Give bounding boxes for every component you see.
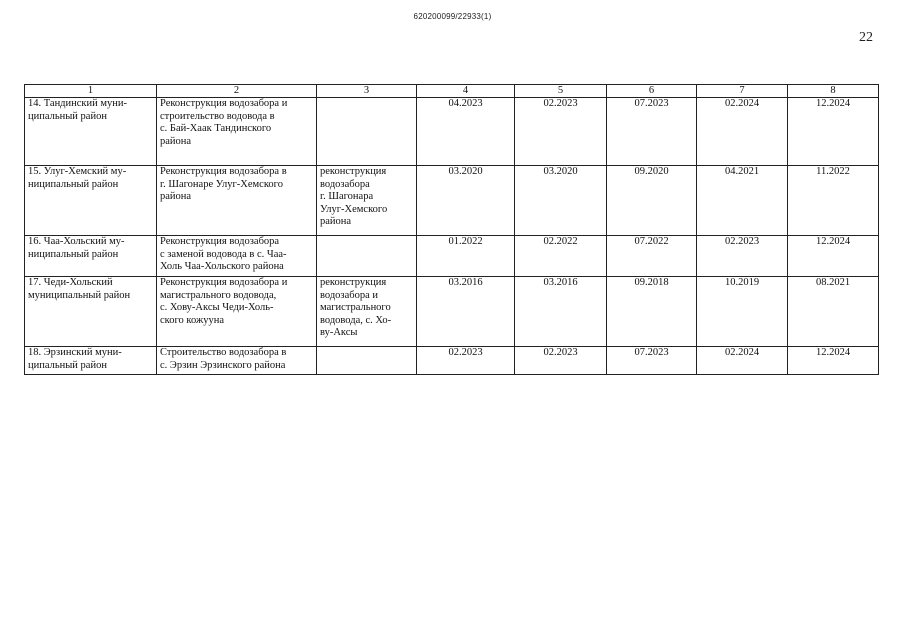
header-cell: 4 (417, 85, 515, 98)
date-cell (788, 277, 879, 347)
cell-text: 15. Улуг-Хемский му- ниципальный район (28, 166, 127, 190)
cell-text: 10.2019 (724, 277, 760, 288)
cell-text: 18. Эрзинский муни- ципальный район (28, 347, 122, 371)
header-cell: 6 (607, 85, 697, 98)
text-cell (317, 98, 417, 166)
table-row (25, 166, 879, 236)
date-cell (697, 166, 788, 236)
table-row (25, 277, 879, 347)
cell-text: 09.2018 (634, 277, 669, 288)
date-cell (697, 98, 788, 166)
cell-text: 02.2023 (448, 347, 483, 358)
text-cell (317, 277, 417, 347)
table-row (25, 236, 879, 277)
cell-text: 01.2022 (448, 236, 483, 247)
cell-text: реконструкция водозабора и магистрального водовода, с. Хо- ву-Аксы (320, 277, 392, 338)
header-cell: 7 (697, 85, 788, 98)
date-cell (607, 277, 697, 347)
cell-text: 12.2024 (815, 98, 851, 109)
date-cell (607, 347, 697, 375)
text-cell (157, 98, 317, 166)
cell-text: 04.2021 (724, 166, 760, 177)
date-cell (697, 347, 788, 375)
cell-text: 02.2023 (724, 236, 760, 247)
cell-text: 12.2024 (815, 236, 851, 247)
cell-text: 02.2023 (543, 347, 578, 358)
cell-text: 02.2022 (543, 236, 578, 247)
date-cell (515, 347, 607, 375)
date-cell (515, 166, 607, 236)
header-row (25, 85, 879, 98)
text-cell (25, 166, 157, 236)
table-body (25, 98, 879, 375)
date-cell (515, 98, 607, 166)
cell-text: 11.2022 (816, 166, 850, 177)
cell-text: 04.2023 (448, 98, 483, 109)
header-cell: 3 (317, 85, 417, 98)
date-cell (417, 98, 515, 166)
header-cell: 5 (515, 85, 607, 98)
date-cell (417, 236, 515, 277)
date-cell (417, 166, 515, 236)
cell-text: 02.2024 (724, 98, 760, 109)
cell-text: 03.2020 (543, 166, 578, 177)
header-cell: 1 (25, 85, 157, 98)
date-cell (697, 236, 788, 277)
cell-text: 02.2024 (724, 347, 760, 358)
cell-text: Реконструкция водозабора с заменой водовода в с. Чаа- Холь Чаа-Хольского района (160, 236, 287, 272)
cell-text: Реконструкция водозабора и строительство водовода в с. Бай-Хаак Тандинского района (160, 98, 288, 147)
header-cell: 8 (788, 85, 879, 98)
cell-text: 03.2020 (448, 166, 483, 177)
text-cell (25, 347, 157, 375)
cell-text: 07.2022 (634, 236, 669, 247)
schedule-table (24, 84, 879, 375)
text-cell (317, 236, 417, 277)
cell-text: 07.2023 (634, 347, 669, 358)
cell-text: 07.2023 (634, 98, 669, 109)
table-row (25, 98, 879, 166)
date-cell (788, 236, 879, 277)
cell-text: Реконструкция водозабора и магистрального водовода, с. Хову-Аксы Чеди-Холь- ского кожууна (160, 277, 288, 326)
date-cell (788, 98, 879, 166)
text-cell (317, 166, 417, 236)
text-cell (317, 347, 417, 375)
cell-text: реконструкция водозабора г. Шагонара Улуг-Хемского района (320, 166, 388, 227)
date-cell (788, 166, 879, 236)
cell-text: 03.2016 (448, 277, 483, 288)
text-cell (25, 98, 157, 166)
text-cell (157, 277, 317, 347)
text-cell (25, 236, 157, 277)
date-cell (417, 347, 515, 375)
date-cell (697, 277, 788, 347)
cell-text: 17. Чеди-Хольский муниципальный район (28, 277, 131, 301)
text-cell (157, 166, 317, 236)
date-cell (607, 98, 697, 166)
cell-text: Строительство водозабора в с. Эрзин Эрзинского района (160, 347, 287, 371)
cell-text: 16. Чаа-Хольский му- ниципальный район (28, 236, 125, 260)
date-cell (607, 166, 697, 236)
cell-text: 03.2016 (543, 277, 578, 288)
text-cell (157, 236, 317, 277)
cell-text: 14. Тандинский муни- ципальный район (28, 98, 128, 122)
page-number: 22 (859, 30, 873, 45)
cell-text: 09.2020 (634, 166, 669, 177)
header-cell: 2 (157, 85, 317, 98)
cell-text: Реконструкция водозабора в г. Шагонаре Улуг-Хемского района (160, 166, 287, 202)
text-cell (25, 277, 157, 347)
date-cell (607, 236, 697, 277)
cell-text: 08.2021 (815, 277, 851, 288)
date-cell (417, 277, 515, 347)
cell-text: 12.2024 (815, 347, 851, 358)
table-row (25, 347, 879, 375)
date-cell (515, 236, 607, 277)
text-cell (157, 347, 317, 375)
date-cell (788, 347, 879, 375)
date-cell (515, 277, 607, 347)
document-id: 620200099/22933(1) (413, 12, 492, 21)
cell-text: 02.2023 (543, 98, 578, 109)
